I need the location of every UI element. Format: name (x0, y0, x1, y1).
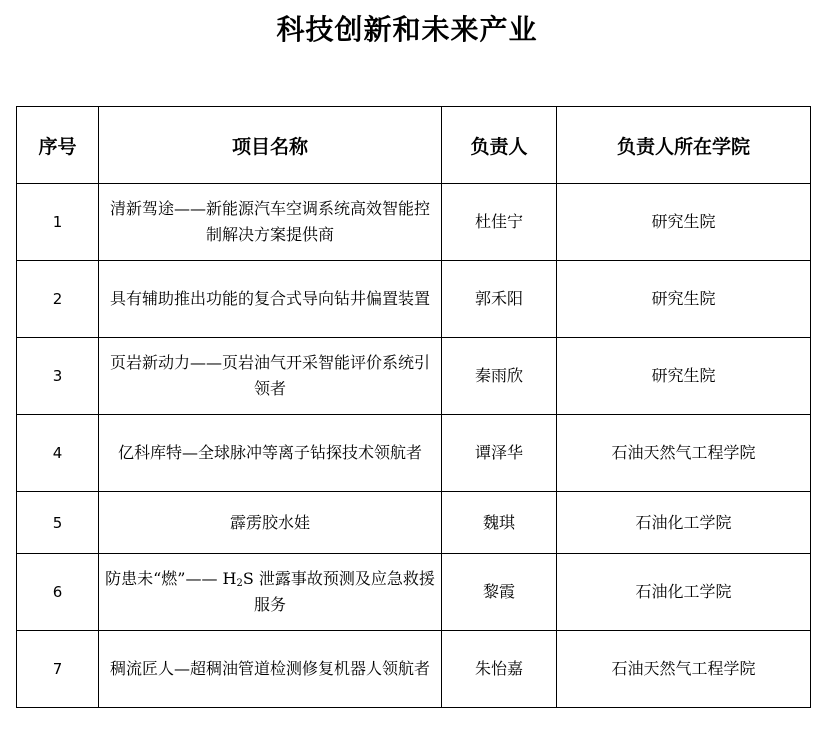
subscript-2: 2 (236, 578, 243, 589)
row-college: 石油天然气工程学院 (557, 415, 811, 492)
row-no: 4 (17, 415, 99, 492)
row-project-name: 具有辅助推出功能的复合式导向钻井偏置装置 (99, 261, 442, 338)
row-project-name: 亿科库特—全球脉冲等离子钻探技术领航者 (99, 415, 442, 492)
row-leader: 郭禾阳 (442, 261, 557, 338)
project-name-part: 防患未“燃”—— H (105, 569, 237, 588)
project-table (16, 106, 811, 708)
header-no: 序号 (17, 107, 99, 184)
row-no: 1 (17, 184, 99, 261)
row-leader: 魏琪 (442, 492, 557, 554)
row-no: 5 (17, 492, 99, 554)
row-leader: 秦雨欣 (442, 338, 557, 415)
row-no: 2 (17, 261, 99, 338)
row-college: 石油化工学院 (557, 554, 811, 631)
table-header-row (17, 107, 811, 184)
row-project-name: 稠流匠人—超稠油管道检测修复机器人领航者 (99, 631, 442, 708)
project-name-part: S 泄露事故预测及应急救援服务 (242, 569, 435, 614)
header-project-name: 项目名称 (99, 107, 442, 184)
row-college: 研究生院 (557, 184, 811, 261)
row-no: 6 (17, 554, 99, 631)
table-row (17, 492, 811, 554)
header-college: 负责人所在学院 (557, 107, 811, 184)
row-college: 研究生院 (557, 338, 811, 415)
row-leader: 朱怡嘉 (442, 631, 557, 708)
row-leader: 黎霞 (442, 554, 557, 631)
document-title: 科技创新和未来产业 (276, 13, 538, 46)
table-row (17, 184, 811, 261)
table-row (17, 338, 811, 415)
row-college: 石油天然气工程学院 (557, 631, 811, 708)
row-no: 3 (17, 338, 99, 415)
row-leader: 谭泽华 (442, 415, 557, 492)
row-college: 石油化工学院 (557, 492, 811, 554)
table-row (17, 261, 811, 338)
row-project-name (99, 554, 442, 631)
row-leader: 杜佳宁 (442, 184, 557, 261)
table-row (17, 554, 811, 631)
row-college: 研究生院 (557, 261, 811, 338)
table-row (17, 631, 811, 708)
row-project-name: 清新驾途——新能源汽车空调系统高效智能控制解决方案提供商 (99, 184, 442, 261)
row-no: 7 (17, 631, 99, 708)
header-leader: 负责人 (442, 107, 557, 184)
row-project-name: 霹雳胶水娃 (99, 492, 442, 554)
row-project-name: 页岩新动力——页岩油气开采智能评价系统引领者 (99, 338, 442, 415)
table-row (17, 415, 811, 492)
